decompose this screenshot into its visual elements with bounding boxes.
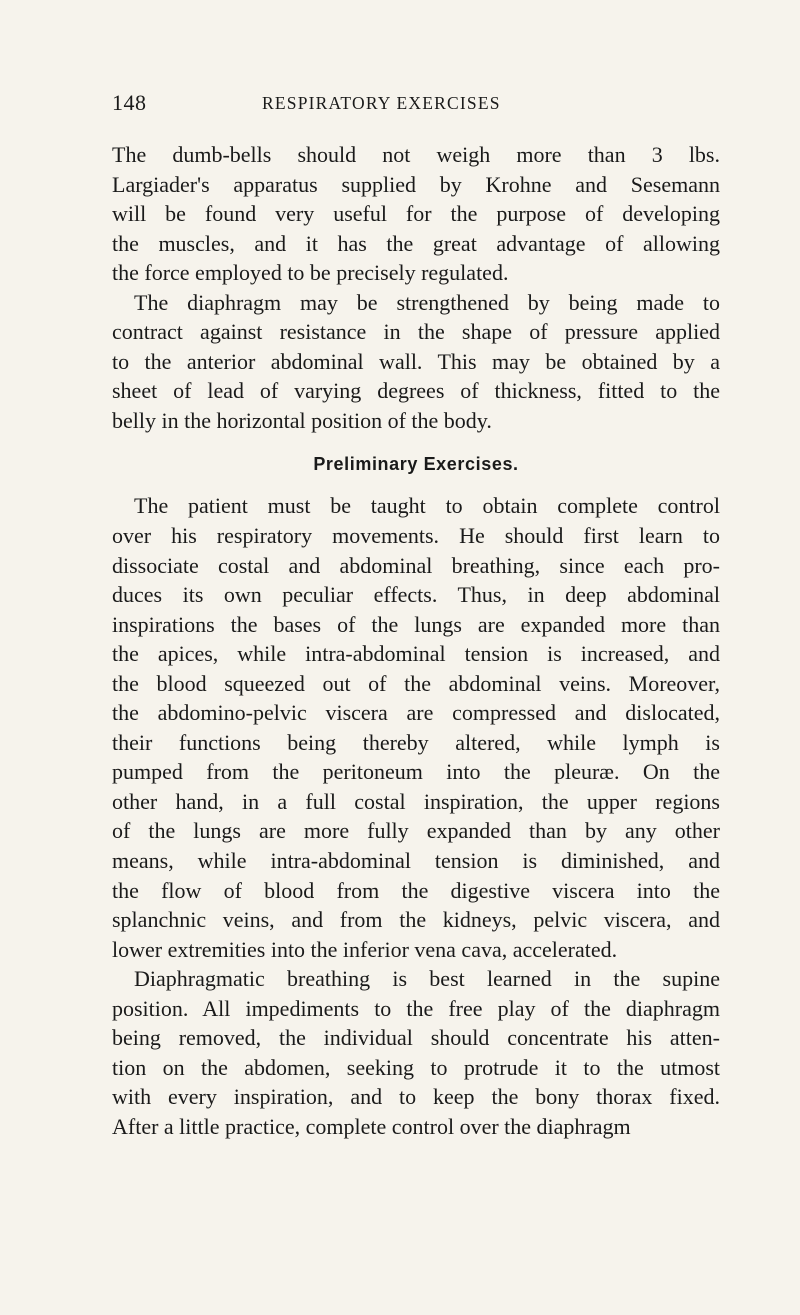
text-line: being removed, the individual should concentrate his atten- (112, 1025, 720, 1051)
text-line: duces its own peculiar effects. Thus, in deep abdominal (112, 582, 720, 608)
body-text (112, 140, 720, 1142)
text-line: the force employed to be precisely regulated. (112, 260, 509, 286)
text-line: the blood squeezed out of the abdominal veins. Moreover, (112, 670, 720, 696)
paragraph-dumb-bells (112, 140, 720, 288)
page-number: 148 (112, 90, 147, 115)
text-line: the muscles, and it has the great advantage of allowing (112, 230, 720, 256)
text-line: The dumb-bells should not weigh more than 3 lbs. (112, 142, 720, 167)
running-head (112, 90, 720, 120)
paragraph-diaphragmatic-breathing (112, 964, 720, 1141)
text-line: over his respiratory movements. He should first learn to (112, 523, 720, 549)
text-line: Largiader's apparatus supplied by Krohne and Sesemann (112, 171, 720, 197)
text-line: sheet of lead of varying degrees of thickness, fitted to the (112, 378, 720, 404)
text-line: will be found very useful for the purpose of developing (112, 201, 720, 227)
text-line: The patient must be taught to obtain complete control (134, 493, 720, 519)
text-line: After a little practice, complete control over the diaphragm (112, 1113, 631, 1139)
text-line: position. All impediments to the free play of the diaphragm (112, 995, 720, 1021)
section-heading: Preliminary Exercises. (313, 454, 519, 475)
text-line: the flow of blood from the digestive viscera into the (112, 877, 720, 903)
text-line: means, while intra-abdominal tension is diminished, and (112, 848, 720, 874)
text-line: The diaphragm may be strengthened by being made to (134, 289, 720, 315)
text-line: lower extremities into the inferior vena cava, accelerated. (112, 936, 618, 962)
paragraph-diaphragm (112, 288, 720, 436)
text-line: Diaphragmatic breathing is best learned in the supine (134, 966, 720, 992)
text-line: inspirations the bases of the lungs are expanded more than (112, 611, 720, 637)
text-line: pumped from the peritoneum into the pleuræ. On the (112, 759, 720, 785)
text-line: tion on the abdomen, seeking to protrude it to the utmost (112, 1054, 720, 1080)
text-line: the apices, while intra-abdominal tension is increased, and (112, 641, 720, 667)
text-line: to the anterior abdominal wall. This may be obtained by a (112, 348, 720, 374)
text-line: their functions being thereby altered, while lymph is (112, 729, 720, 755)
text-line: with every inspiration, and to keep the bony thorax fixed. (112, 1084, 720, 1110)
text-line: splanchnic veins, and from the kidneys, pelvic viscera, and (112, 907, 720, 933)
text-line: belly in the horizontal position of the body. (112, 407, 492, 433)
text-line: the abdomino-pelvic viscera are compressed and dislocated, (112, 700, 720, 726)
paragraph-preliminary (112, 491, 720, 964)
text-line: other hand, in a full costal inspiration, the upper regions (112, 788, 720, 814)
running-title: RESPIRATORY EXERCISES (262, 93, 501, 113)
text-line: dissociate costal and abdominal breathing, since each pro- (112, 552, 720, 578)
text-line: contract against resistance in the shape of pressure applied (112, 319, 720, 345)
text-line: of the lungs are more fully expanded than by any other (112, 818, 720, 844)
